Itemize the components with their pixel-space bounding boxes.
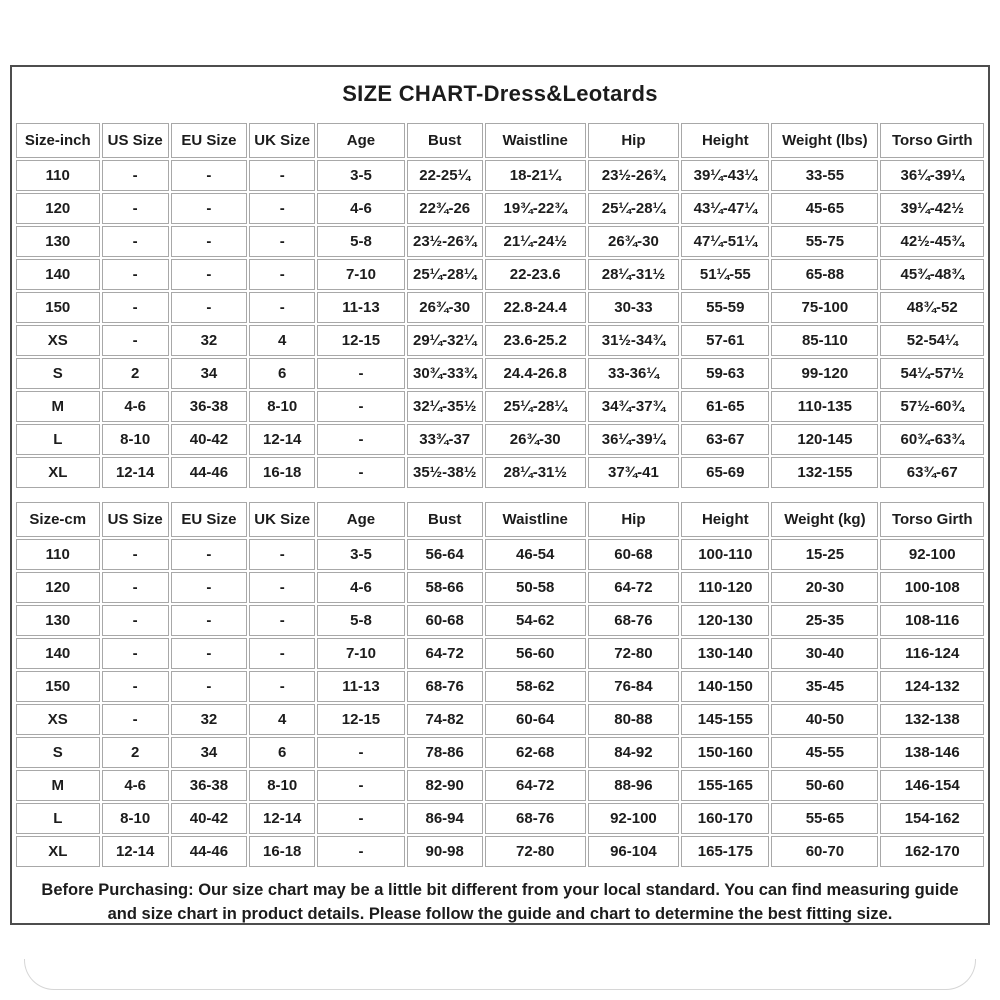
table-cell: 64-72 — [588, 572, 680, 603]
table-cell: - — [102, 638, 169, 669]
table-cell: 5-8 — [317, 605, 404, 636]
table-cell: 150-160 — [681, 737, 769, 768]
column-header: EU Size — [171, 123, 247, 158]
table-cell: - — [171, 193, 247, 224]
table-cell: - — [102, 259, 169, 290]
table-row — [16, 292, 984, 323]
table-cell: 84-92 — [588, 737, 680, 768]
column-header: Waistline — [485, 502, 586, 537]
table-cell: 24.4-26.8 — [485, 358, 586, 389]
column-header: UK Size — [249, 502, 315, 537]
table-cell: 8-10 — [249, 391, 315, 422]
table-cell: 36¼-39¼ — [880, 160, 984, 191]
table-cell: 54¼-57½ — [880, 358, 984, 389]
table-row — [16, 671, 984, 702]
table-cell: 150 — [16, 671, 100, 702]
table-cell: 4-6 — [317, 193, 404, 224]
column-header: US Size — [102, 123, 169, 158]
table-cell: 6 — [249, 358, 315, 389]
table-cell: 33-36¼ — [588, 358, 680, 389]
column-header: EU Size — [171, 502, 247, 537]
table-cell: 22-23.6 — [485, 259, 586, 290]
table-cell: 65-69 — [681, 457, 769, 488]
table-cell: M — [16, 770, 100, 801]
table-cell: - — [317, 391, 404, 422]
table-cell: XL — [16, 836, 100, 867]
column-header: Waistline — [485, 123, 586, 158]
table-cell: - — [249, 605, 315, 636]
table-cell: 28¼-31½ — [485, 457, 586, 488]
table-cell: 68-76 — [407, 671, 483, 702]
table-cell: - — [249, 259, 315, 290]
table-cell: 60-70 — [771, 836, 878, 867]
table-cell: 132-138 — [880, 704, 984, 735]
table-cell: - — [249, 638, 315, 669]
table-cell: 110 — [16, 539, 100, 570]
table-cell: 33¾-37 — [407, 424, 483, 455]
table-cell: 130-140 — [681, 638, 769, 669]
table-cell: - — [171, 539, 247, 570]
table-cell: 5-8 — [317, 226, 404, 257]
table-cell: S — [16, 358, 100, 389]
table-cell: 124-132 — [880, 671, 984, 702]
column-header: Age — [317, 123, 404, 158]
table-cell: 2 — [102, 358, 169, 389]
table-cell: 61-65 — [681, 391, 769, 422]
table-cell: - — [317, 358, 404, 389]
table-cell: 145-155 — [681, 704, 769, 735]
table-cell: 56-60 — [485, 638, 586, 669]
page-title: SIZE CHART-Dress&Leotards — [342, 81, 658, 106]
table-row — [16, 457, 984, 488]
table-cell: 20-30 — [771, 572, 878, 603]
table-cell: 120 — [16, 572, 100, 603]
table-cell: - — [249, 671, 315, 702]
table-cell: 8-10 — [102, 424, 169, 455]
table-cell: 26¾-30 — [588, 226, 680, 257]
table-cell: 8-10 — [249, 770, 315, 801]
table-row — [16, 226, 984, 257]
table-row — [16, 259, 984, 290]
column-header: Age — [317, 502, 404, 537]
table-cell: - — [171, 605, 247, 636]
column-header: Weight (kg) — [771, 502, 878, 537]
column-header: Bust — [407, 123, 483, 158]
table-cell: 36¼-39¼ — [588, 424, 680, 455]
table-cell: 45¾-48¾ — [880, 259, 984, 290]
table-row — [16, 572, 984, 603]
table-cell: 26¾-30 — [485, 424, 586, 455]
table-cell: 35½-38½ — [407, 457, 483, 488]
table-cell: L — [16, 424, 100, 455]
table-cell: 50-60 — [771, 770, 878, 801]
table-cell: 146-154 — [880, 770, 984, 801]
table-cell: 7-10 — [317, 259, 404, 290]
table-cell: 34¾-37¾ — [588, 391, 680, 422]
table-cell: 34 — [171, 358, 247, 389]
table-cell: 40-42 — [171, 803, 247, 834]
table-cell: 110-120 — [681, 572, 769, 603]
table-cell: 165-175 — [681, 836, 769, 867]
table-cell: 36-38 — [171, 391, 247, 422]
table-cell: 35-45 — [771, 671, 878, 702]
table-cell: - — [102, 605, 169, 636]
table-cell: 42½-45¾ — [880, 226, 984, 257]
table-cell: 4-6 — [317, 572, 404, 603]
table-cell: - — [317, 803, 404, 834]
table-cell: 7-10 — [317, 638, 404, 669]
table-row — [16, 704, 984, 735]
table-cell: 33-55 — [771, 160, 878, 191]
table-cell: 12-14 — [249, 803, 315, 834]
table-cell: - — [102, 292, 169, 323]
table-cell: 51¼-55 — [681, 259, 769, 290]
table-cell: 25¼-28¼ — [485, 391, 586, 422]
table-cell: 36-38 — [171, 770, 247, 801]
table-cell: 90-98 — [407, 836, 483, 867]
table-cell: 58-66 — [407, 572, 483, 603]
column-header: Height — [681, 123, 769, 158]
table-cell: 12-14 — [249, 424, 315, 455]
table-cell: 88-96 — [588, 770, 680, 801]
table-cell: 11-13 — [317, 292, 404, 323]
table-cell: 68-76 — [588, 605, 680, 636]
table-cell: 39¼-43¼ — [681, 160, 769, 191]
table-cell: 96-104 — [588, 836, 680, 867]
table-cell: - — [317, 457, 404, 488]
table-cell: 34 — [171, 737, 247, 768]
table-cell: 60-68 — [588, 539, 680, 570]
table-cell: 45-55 — [771, 737, 878, 768]
table-cell: 22¾-26 — [407, 193, 483, 224]
table-cell: 92-100 — [880, 539, 984, 570]
table-cell: 30¾-33¾ — [407, 358, 483, 389]
table-cell: 4 — [249, 325, 315, 356]
table-cell: 54-62 — [485, 605, 586, 636]
table-cell: 32 — [171, 704, 247, 735]
table-cell: 32¼-35½ — [407, 391, 483, 422]
table-cell: 12-14 — [102, 836, 169, 867]
table-cell: 16-18 — [249, 457, 315, 488]
table-cell: 82-90 — [407, 770, 483, 801]
table-cell: 92-100 — [588, 803, 680, 834]
table-cell: XL — [16, 457, 100, 488]
table-cell: - — [102, 226, 169, 257]
table-cell: - — [249, 193, 315, 224]
table-cell: 4-6 — [102, 391, 169, 422]
table-cell: - — [249, 226, 315, 257]
table-cell: 15-25 — [771, 539, 878, 570]
table-gap — [12, 490, 988, 500]
table-cell: 130 — [16, 605, 100, 636]
column-header: US Size — [102, 502, 169, 537]
column-header: Hip — [588, 502, 680, 537]
table-cell: - — [102, 572, 169, 603]
table-cell: - — [102, 671, 169, 702]
table-cell: 44-46 — [171, 836, 247, 867]
table-cell: S — [16, 737, 100, 768]
table-cell: 48¾-52 — [880, 292, 984, 323]
table-cell: 132-155 — [771, 457, 878, 488]
table-cell: 150 — [16, 292, 100, 323]
table-cell: 25¼-28¼ — [588, 193, 680, 224]
table-cell: 72-80 — [588, 638, 680, 669]
table-row — [16, 160, 984, 191]
table-cell: 76-84 — [588, 671, 680, 702]
table-cell: 23½-26¾ — [588, 160, 680, 191]
table-cell: 57½-60¾ — [880, 391, 984, 422]
table-cell: 154-162 — [880, 803, 984, 834]
column-header: Weight (lbs) — [771, 123, 878, 158]
table-cell: 140 — [16, 259, 100, 290]
card-bottom-edge — [24, 959, 976, 990]
table-row — [16, 424, 984, 455]
table-cell: 64-72 — [485, 770, 586, 801]
table-cell: 55-65 — [771, 803, 878, 834]
column-header: Torso Girth — [880, 502, 984, 537]
table-cell: 22.8-24.4 — [485, 292, 586, 323]
table-cell: - — [317, 770, 404, 801]
table-cell: 120-145 — [771, 424, 878, 455]
table-cell: 47¼-51¼ — [681, 226, 769, 257]
table-cell: 30-33 — [588, 292, 680, 323]
table-cell: 12-15 — [317, 704, 404, 735]
table-cell: 140-150 — [681, 671, 769, 702]
table-cell: 60-64 — [485, 704, 586, 735]
table-cell: 8-10 — [102, 803, 169, 834]
table-cell: 74-82 — [407, 704, 483, 735]
table-cell: 25-35 — [771, 605, 878, 636]
table-cell: 2 — [102, 737, 169, 768]
table-cell: 120 — [16, 193, 100, 224]
table-cell: 56-64 — [407, 539, 483, 570]
table-row — [16, 770, 984, 801]
table-cell: - — [317, 737, 404, 768]
table-cell: 110 — [16, 160, 100, 191]
table-cell: 59-63 — [681, 358, 769, 389]
table-cell: 11-13 — [317, 671, 404, 702]
table-cell: 86-94 — [407, 803, 483, 834]
table-cell: 64-72 — [407, 638, 483, 669]
table-cell: 75-100 — [771, 292, 878, 323]
column-header: Torso Girth — [880, 123, 984, 158]
table-cell: 12-14 — [102, 457, 169, 488]
table-cell: 37¾-41 — [588, 457, 680, 488]
table-cell: - — [249, 160, 315, 191]
table-cell: - — [249, 292, 315, 323]
table-cell: 46-54 — [485, 539, 586, 570]
table-cell: 72-80 — [485, 836, 586, 867]
table-cell: - — [102, 160, 169, 191]
table-cell: 162-170 — [880, 836, 984, 867]
table-cell: 57-61 — [681, 325, 769, 356]
table-cell: - — [171, 638, 247, 669]
table-row — [16, 391, 984, 422]
column-header: Bust — [407, 502, 483, 537]
table-row — [16, 358, 984, 389]
table-cell: 110-135 — [771, 391, 878, 422]
table-cell: 116-124 — [880, 638, 984, 669]
column-header: Hip — [588, 123, 680, 158]
column-header: UK Size — [249, 123, 315, 158]
column-header: Size-inch — [16, 123, 100, 158]
table-cell: - — [102, 325, 169, 356]
table-cell: - — [317, 424, 404, 455]
table-row — [16, 836, 984, 867]
table-cell: - — [171, 259, 247, 290]
table-cell: - — [171, 572, 247, 603]
purchase-note: Before Purchasing: Our size chart may be a little bit different from your local standard. You can find measuring guide and size chart in product details. Please follow the guide and chart to determine the best fitting size. — [41, 881, 959, 923]
table-cell: 39¼-42½ — [880, 193, 984, 224]
table-cell: 60-68 — [407, 605, 483, 636]
table-cell: 55-75 — [771, 226, 878, 257]
column-header: Size-cm — [16, 502, 100, 537]
table-cell: 60¾-63¾ — [880, 424, 984, 455]
table-cell: 140 — [16, 638, 100, 669]
table-cell: 4-6 — [102, 770, 169, 801]
size-table-cm — [14, 500, 986, 869]
table-cell: 3-5 — [317, 160, 404, 191]
table-cell: 3-5 — [317, 539, 404, 570]
table-row — [16, 803, 984, 834]
table-cell: 28¼-31½ — [588, 259, 680, 290]
table-cell: 6 — [249, 737, 315, 768]
header-row — [16, 123, 984, 158]
size-table-inch — [14, 121, 986, 490]
table-cell: 31½-34¾ — [588, 325, 680, 356]
table-cell: 26¾-30 — [407, 292, 483, 323]
table-cell: - — [171, 160, 247, 191]
table-cell: 120-130 — [681, 605, 769, 636]
table-cell: 30-40 — [771, 638, 878, 669]
table-cell: 29¼-32¼ — [407, 325, 483, 356]
table-cell: - — [249, 539, 315, 570]
table-cell: 100-110 — [681, 539, 769, 570]
table-cell: 52-54¼ — [880, 325, 984, 356]
table-cell: 62-68 — [485, 737, 586, 768]
table-cell: - — [249, 572, 315, 603]
table-cell: 78-86 — [407, 737, 483, 768]
table-cell: 63-67 — [681, 424, 769, 455]
table-cell: M — [16, 391, 100, 422]
table-cell: - — [171, 226, 247, 257]
table-cell: 58-62 — [485, 671, 586, 702]
table-cell: 155-165 — [681, 770, 769, 801]
table-row — [16, 325, 984, 356]
table-cell: 23½-26¾ — [407, 226, 483, 257]
table-cell: - — [102, 704, 169, 735]
table-cell: - — [317, 836, 404, 867]
table-cell: 16-18 — [249, 836, 315, 867]
table-cell: - — [171, 671, 247, 702]
table-cell: 108-116 — [880, 605, 984, 636]
table-cell: 44-46 — [171, 457, 247, 488]
table-cell: 21¼-24½ — [485, 226, 586, 257]
table-cell: - — [102, 539, 169, 570]
table-cell: 22-25¼ — [407, 160, 483, 191]
table-cell: 50-58 — [485, 572, 586, 603]
table-cell: 85-110 — [771, 325, 878, 356]
table-cell: L — [16, 803, 100, 834]
table-row — [16, 605, 984, 636]
table-cell: 68-76 — [485, 803, 586, 834]
table-cell: 55-59 — [681, 292, 769, 323]
table-cell: 32 — [171, 325, 247, 356]
table-cell: 25¼-28¼ — [407, 259, 483, 290]
table-cell: XS — [16, 704, 100, 735]
column-header: Height — [681, 502, 769, 537]
table-cell: 23.6-25.2 — [485, 325, 586, 356]
table-row — [16, 193, 984, 224]
table-cell: 40-50 — [771, 704, 878, 735]
table-cell: - — [171, 292, 247, 323]
table-cell: 130 — [16, 226, 100, 257]
table-cell: 19¾-22¾ — [485, 193, 586, 224]
table-row — [16, 638, 984, 669]
table-row — [16, 539, 984, 570]
table-cell: 160-170 — [681, 803, 769, 834]
table-cell: 43¼-47¼ — [681, 193, 769, 224]
table-cell: 100-108 — [880, 572, 984, 603]
table-cell: 12-15 — [317, 325, 404, 356]
table-cell: 138-146 — [880, 737, 984, 768]
table-cell: XS — [16, 325, 100, 356]
table-cell: 99-120 — [771, 358, 878, 389]
table-cell: - — [102, 193, 169, 224]
table-cell: 4 — [249, 704, 315, 735]
table-cell: 80-88 — [588, 704, 680, 735]
header-row — [16, 502, 984, 537]
table-cell: 40-42 — [171, 424, 247, 455]
table-cell: 65-88 — [771, 259, 878, 290]
table-cell: 63¾-67 — [880, 457, 984, 488]
table-row — [16, 737, 984, 768]
size-chart-card — [10, 65, 990, 925]
table-cell: 45-65 — [771, 193, 878, 224]
table-cell: 18-21¼ — [485, 160, 586, 191]
